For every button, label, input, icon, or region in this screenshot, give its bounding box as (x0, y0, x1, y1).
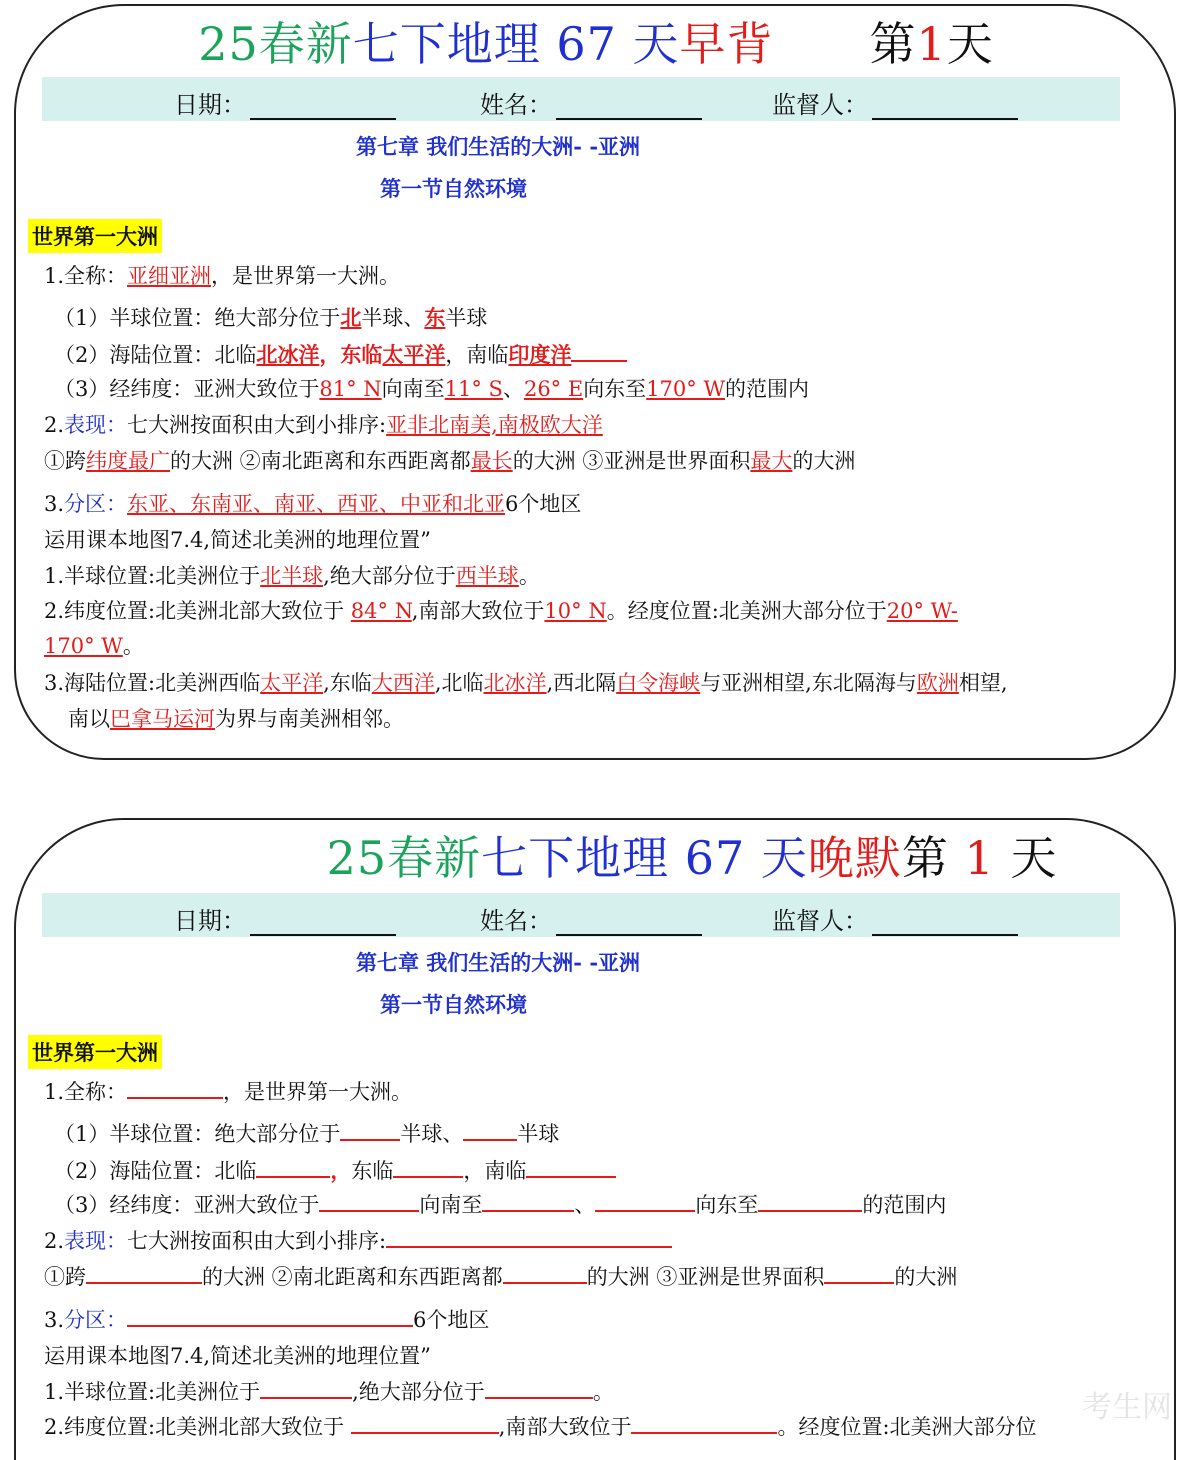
blank-field[interactable] (351, 1412, 499, 1434)
date-label: 日期： (174, 91, 246, 119)
blank-field[interactable] (386, 1226, 672, 1248)
blank-field[interactable] (595, 1190, 695, 1212)
supervisor-label: 监督人： (772, 907, 868, 935)
content-line: 2.表现：七大洲按面积由大到小排序: (44, 1225, 672, 1255)
title-part: 七下地理 (481, 831, 670, 885)
section-title: 第一节自然环境 (380, 176, 527, 201)
blank-field[interactable] (393, 1156, 463, 1178)
highlight-heading: 世界第一大洲 (28, 1035, 162, 1069)
chapter-title: 第七章 我们生活的大洲- -亚洲 (356, 134, 641, 159)
watermark-logo: 考生网 (1082, 1390, 1172, 1425)
content-line: （3）经纬度：亚洲大致位于 向南至 、 向东至 的范围内 (54, 1189, 946, 1219)
name-label: 姓名： (480, 91, 552, 119)
content-line: ①跨纬度最广的大洲 ②南北距离和东西距离都最长的大洲 ③亚洲是世界面积最大的大洲 (44, 449, 856, 473)
blank-field[interactable] (86, 1262, 202, 1284)
blank-field[interactable] (319, 1190, 419, 1212)
content-line: 1.全称： ，是世界第一大洲。 (44, 1076, 412, 1106)
title-part: 第 (869, 17, 917, 71)
content-line: 170° W。 (44, 634, 144, 658)
content-line: （1）半球位置：绝大部分位于 半球、 半球 (54, 1118, 559, 1148)
blank-field[interactable] (758, 1190, 862, 1212)
blank-field[interactable] (824, 1262, 894, 1284)
content-line: ①跨 的大洲 ②南北距离和东西距离都 的大洲 ③亚洲是世界面积 的大洲 (44, 1261, 957, 1291)
info-bar (42, 77, 1120, 121)
content-line: 2.纬度位置:北美洲北部大致位于 ,南部大致位于 。经度位置:北美洲大部分位 (44, 1411, 1037, 1441)
title-part: 七下地理 (352, 17, 541, 71)
title-part: 25春新 (198, 17, 353, 71)
highlight-heading: 世界第一大洲 (28, 219, 162, 253)
date-field[interactable] (174, 901, 396, 936)
supervisor-field[interactable] (772, 901, 1018, 936)
content-line: 3.分区：东亚、东南亚、南亚、西亚、中亚和北亚6个地区 (44, 492, 582, 516)
blank-field[interactable] (503, 1262, 587, 1284)
name-label: 姓名： (480, 907, 552, 935)
content-line: 运用课本地图7.4,简述北美洲的地理位置” (44, 528, 431, 552)
blank-field[interactable] (340, 1119, 400, 1141)
title-part: 晚默 (807, 831, 902, 885)
content-line: 运用课本地图7.4,简述北美洲的地理位置” (44, 1344, 431, 1368)
section-title: 第一节自然环境 (380, 992, 527, 1017)
title-part: 早背 (679, 17, 774, 71)
content-line: （1）半球位置：绝大部分位于北半球、东半球 (54, 305, 488, 330)
blank-field[interactable] (631, 1412, 777, 1434)
blank-field[interactable] (256, 1156, 330, 1178)
title-part: 天 (760, 831, 808, 885)
name-field[interactable] (480, 85, 702, 120)
blank-field[interactable] (485, 1377, 593, 1399)
blank-field[interactable] (127, 1077, 223, 1099)
content-line: 1.半球位置:北美洲位于 ,绝大部分位于 。 (44, 1376, 614, 1406)
chapter-title: 第七章 我们生活的大洲- -亚洲 (356, 950, 641, 975)
blank-field[interactable] (482, 1190, 574, 1212)
title-part: 67 (684, 831, 746, 885)
blank-field[interactable] (260, 1377, 352, 1399)
date-label: 日期： (174, 907, 246, 935)
evening-title (96, 822, 1192, 888)
content-line: （3）经纬度：亚洲大致位于81° N向南至11° S、26° E向东至170° W的范围内 (54, 377, 810, 401)
content-line: 1.半球位置:北美洲位于北半球,绝大部分位于西半球。 (44, 564, 540, 588)
info-bar (42, 893, 1120, 937)
title-part: 天 (946, 17, 994, 71)
content-line: 2.表现：七大洲按面积由大到小排序:亚非北南美,南极欧大洋 (44, 413, 603, 437)
name-field[interactable] (480, 901, 702, 936)
title-part: 25春新 (326, 831, 482, 885)
content-line: （2）海陆位置：北临北冰洋，东临太平洋，南临印度洋 (54, 339, 627, 369)
supervisor-label: 监督人： (772, 91, 868, 119)
supervisor-field[interactable] (772, 85, 1018, 120)
content-line: 3.分区： 6个地区 (44, 1304, 489, 1334)
content-line: （2）海陆位置：北临 ，东临 ，南临 (54, 1155, 616, 1185)
content-line: 南以巴拿马运河为界与南美洲相邻。 (68, 707, 404, 731)
title-part: 1 (964, 831, 995, 885)
content-line: 2.纬度位置:北美洲北部大致位于 84° N,南部大致位于10° N。经度位置:北美洲大部分位于20° W- (44, 599, 958, 623)
content-line: 3.海陆位置:北美洲西临太平洋,东临大西洋,北临北冰洋,西北隔白令海峡与亚洲相望,东北隔海与欧洲相望, (44, 671, 1008, 695)
title-part: 67 (556, 17, 617, 71)
blank-field[interactable] (127, 1305, 413, 1327)
title-part: 第 (901, 831, 949, 885)
morning-title (0, 8, 1192, 74)
title-part: 天 (632, 17, 680, 71)
blank-field[interactable] (463, 1119, 517, 1141)
date-field[interactable] (174, 85, 396, 120)
blank-field[interactable] (526, 1156, 616, 1178)
title-part: 1 (916, 17, 947, 71)
content-line: 1.全称：亚细亚洲，是世界第一大洲。 (44, 264, 401, 288)
title-part: 天 (1010, 831, 1058, 885)
